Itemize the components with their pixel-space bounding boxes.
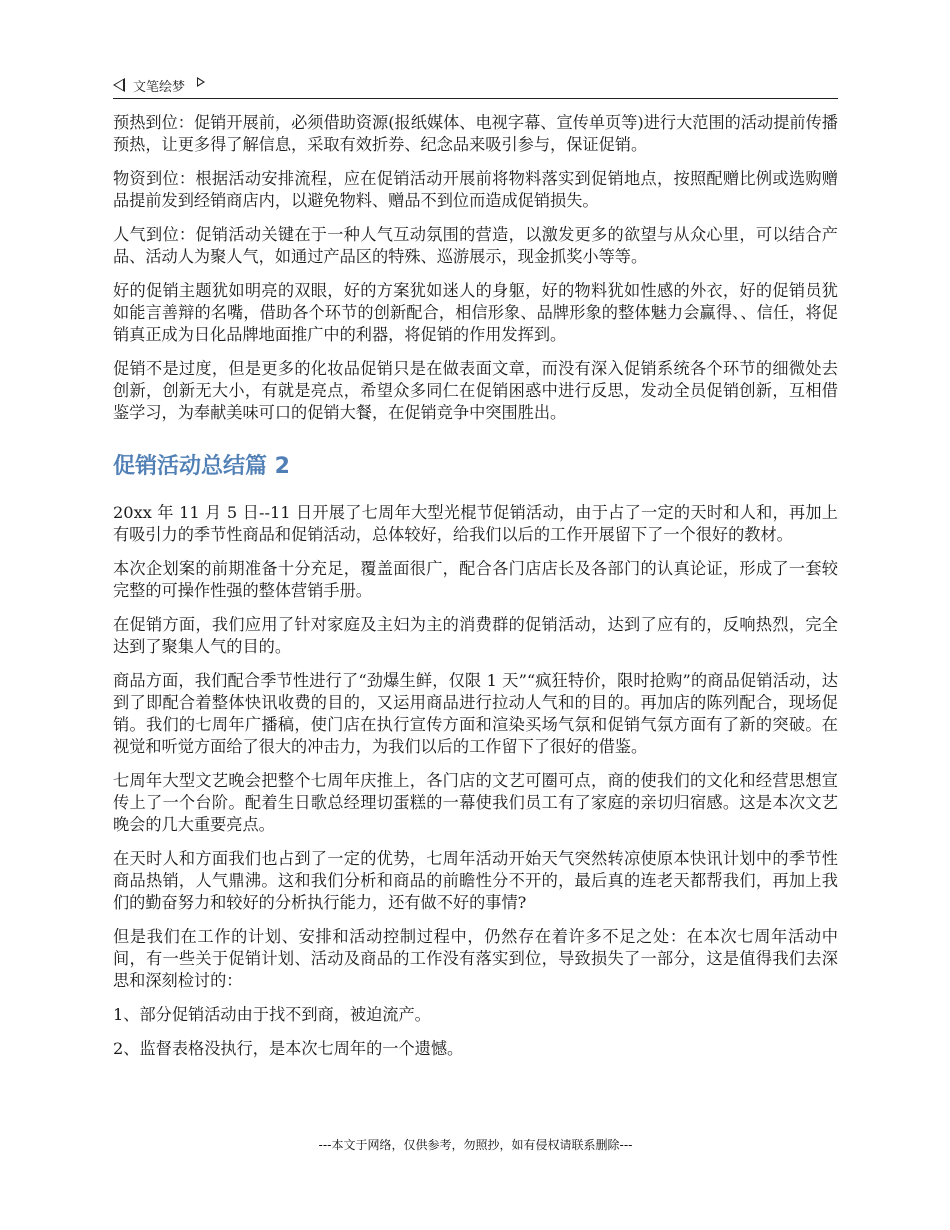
list-item: 1、部分促销活动由于找不到商，被迫流产。 [113, 1005, 431, 1024]
paragraph: 在天时人和方面我们也占到了一定的优势，七周年活动开始天气突然转凉使原本快讯计划中的季节性商品热销，人气鼎沸。这和我们分析和商品的前瞻性分不开的，最后真的连老天都帮我们，再加上我们的勤奋努力和较好的分析执行能力，还有做不好的事情? [113, 849, 838, 912]
page-header [113, 72, 838, 99]
paragraph: 人气到位：促销活动关键在于一种人气互动氛围的营造，以激发更多的欲望与从众心里，可以结合产品、活动人为聚人气，如通过产品区的特殊、巡游展示，现金抓奖小等等。 [113, 225, 838, 266]
brand-name: 文笔绘梦 [133, 79, 186, 95]
paragraph: 20xx 年 11 月 5 日--11 日开展了七周年大型光棍节促销活动，由于占了一定的天时和人和，再加上有吸引力的季节性商品和促销活动，总体较好，给我们以后的工作开展留下了一个很好的教材。 [113, 503, 838, 544]
paragraph: 商品方面，我们配合季节性进行了“劲爆生鲜，仅限 1 天”“疯狂特价，限时抢购”的商品促销活动，达到了即配合着整体快讯收费的目的，又运用商品进行拉动人气和的目的。再加店的陈列配合，现场促销。我们的七周年广播稿，使门店在执行宣传方面和渲染买场气氛和促销气氛方面有了新的突破。在视觉和听觉方面给了很大的冲击力，为我们以后的工作留下了很好的借鉴。 [113, 671, 838, 756]
paragraph: 物资到位：根据活动安排流程，应在促销活动开展前将物料落实到促销地点，按照配赠比例或选购赠品提前发到经销商店内，以避免物料、赠品不到位而造成促销损失。 [113, 169, 838, 210]
paragraph: 预热到位：促销开展前，必须借助资源(报纸媒体、电视字幕、宣传单页等)进行大范围的活动提前传播预热，让更多得了解信息，采取有效折券、纪念品来吸引参与，保证促销。 [113, 113, 838, 154]
triangle-right-icon [197, 77, 205, 87]
page-footer: ---本文于网络，仅供参考，勿照抄，如有侵权请联系删除--- [318, 1138, 633, 1152]
document-page [113, 0, 838, 1230]
paragraph: 在促销方面，我们应用了针对家庭及主妇为主的消费群的促销活动，达到了应有的，反响热烈，完全达到了聚集人气的目的。 [113, 615, 838, 656]
document-body [113, 112, 838, 1072]
list-item: 2、监督表格没执行，是本次七周年的一个遗憾。 [113, 1039, 464, 1058]
paragraph: 好的促销主题犹如明亮的双眼，好的方案犹如迷人的身躯，好的物料犹如性感的外衣，好的促销员犹如能言善辩的名嘴，借助各个环节的创新配合，相信形象、品牌形象的整体魅力会赢得、、信任，将促销真正成为日化品牌地面推广中的利器，将促销的作用发挥到。 [113, 281, 838, 344]
paragraph: 促销不是过度，但是更多的化妆品促销只是在做表面文章，而没有深入促销系统各个环节的细微处去创新，创新无大小，有就是亮点，希望众多同仁在促销困惑中进行反思，发动全员促销创新，互相借鉴学习，为奉献美味可口的促销大餐，在促销竞争中突围胜出。 [113, 359, 838, 422]
section-heading: 促销活动总结篇 2 [113, 454, 290, 479]
paragraph: 本次企划案的前期准备十分充足，覆盖面很广，配合各门店店长及各部门的认真论证，形成了一套较完整的可操作性强的整体营销手册。 [113, 559, 838, 600]
paragraph: 七周年大型文艺晚会把整个七周年庆推上，各门店的文艺可圈可点，商的使我们的文化和经营思想宣传上了一个台阶。配着生日歌总经理切蛋糕的一幕使我们员工有了家庭的亲切归宿感。这是本次文艺晚会的几大重要亮点。 [113, 771, 838, 834]
paragraph: 但是我们在工作的计划、安排和活动控制过程中，仍然存在着许多不足之处：在本次七周年活动中间，有一些关于促销计划、活动及商品的工作没有落实到位，导致损失了一部分，这是值得我们去深思和深刻检讨的： [113, 927, 838, 990]
triangle-left-icon [113, 78, 125, 92]
